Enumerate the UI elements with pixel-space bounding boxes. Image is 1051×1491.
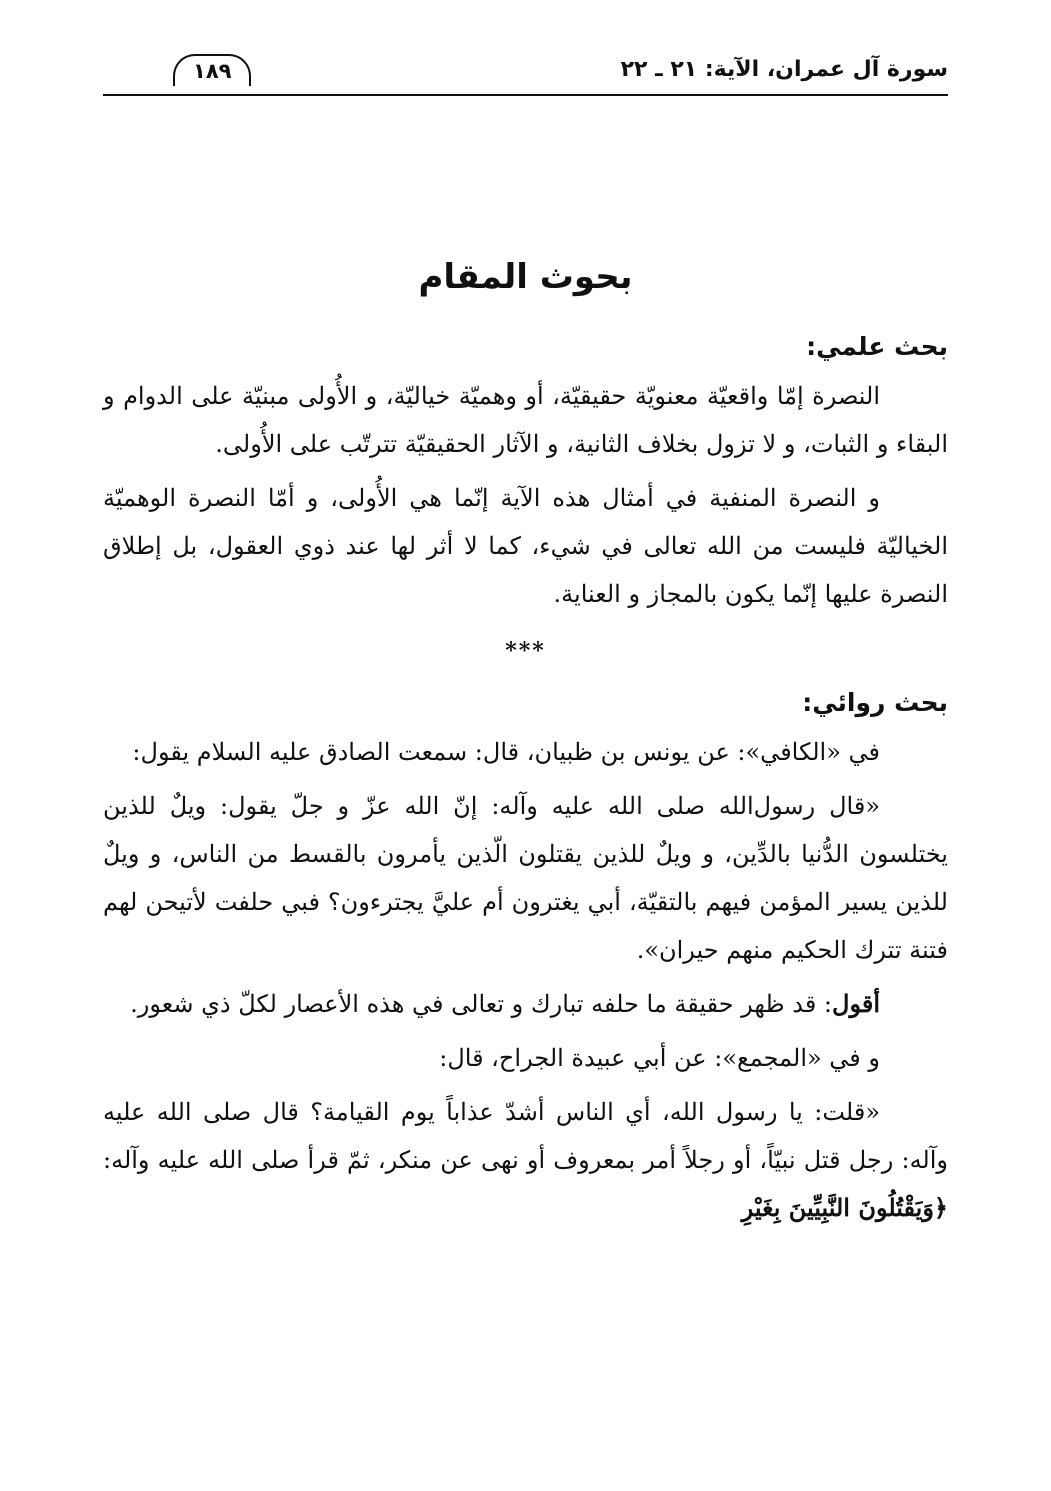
section-heading-scientific: بحث علمي:: [806, 332, 948, 361]
page-header: [103, 52, 948, 96]
hadith-text: «قلت: يا رسول الله، أي الناس أشدّ عذاباً يوم القيامة؟ قال صلى الله عليه وآله: رجل قتل نبيّاً، أو رجلاً أمر بمعروف أو نهى عن منكر، ثمّ قرأ صلى الله عليه وآله:: [103, 1098, 949, 1174]
author-comment: [103, 980, 948, 1028]
page-number: ١٨٩: [173, 54, 251, 86]
paragraph: و النصرة المنفية في أمثال هذه الآية إنّما هي الأُولى، و أمّا النصرة الوهميّة الخياليّة فليست من الله تعالى في شيء، كما لا أثر لها عند ذوي العقول، بل إطلاق النصرة عليها إنّما يكون بالمجاز و العناية.: [103, 484, 949, 608]
section-separator: ***: [505, 638, 546, 664]
hadith-quote: «قال رسول‌الله صلى الله عليه وآله: إنّ الله عزّ و جلّ يقول: ويلٌ للذين يختلسون الدُّنيا بالدِّين، و ويلٌ للذين يقتلون الّذين يأمرون بالقسط من الناس، و ويلٌ للذين يسير المؤمن فيهم بالتقيّة، أبي يغترون أم عليَّ يجترءون؟ فبي حلفت لأتيحن لهم فتنة تترك الحكيم منهم حيران».: [103, 792, 948, 964]
paragraph: في «الكافي»: عن يونس بن ظبيان، قال: سمعت الصادق عليه السلام يقول:: [132, 738, 880, 766]
quran-verse: ﴿وَيَقْتُلُونَ النَّبِيِّينَ بِغَيْرِ: [741, 1193, 948, 1222]
comment-label: أقول: [832, 989, 880, 1018]
hadith-quote: [103, 1088, 948, 1232]
comment-text: : قد ظهر حقيقة ما حلفه تبارك و تعالى في هذه الأعصار لكلّ ذي شعور.: [130, 990, 833, 1018]
header-rule: [103, 94, 948, 96]
main-title: بحوث المقام: [418, 257, 633, 297]
running-title: سورة آل عمران، الآية: ٢١ ـ ٢٢: [620, 57, 948, 82]
section-heading-narrative: بحث روائي:: [802, 688, 948, 717]
paragraph: و في «المجمع»: عن أبي عبيدة الجراح، قال:: [439, 1044, 880, 1072]
paragraph: النصرة إمّا واقعيّة معنويّة حقيقيّة، أو وهميّة خياليّة، و الأُولى مبنيّة على الدوام و البقاء و الثبات، و لا تزول بخلاف الثانية، و الآثار الحقيقيّة تترتّب على الأُولى.: [103, 382, 948, 458]
page-content: [103, 322, 948, 1238]
